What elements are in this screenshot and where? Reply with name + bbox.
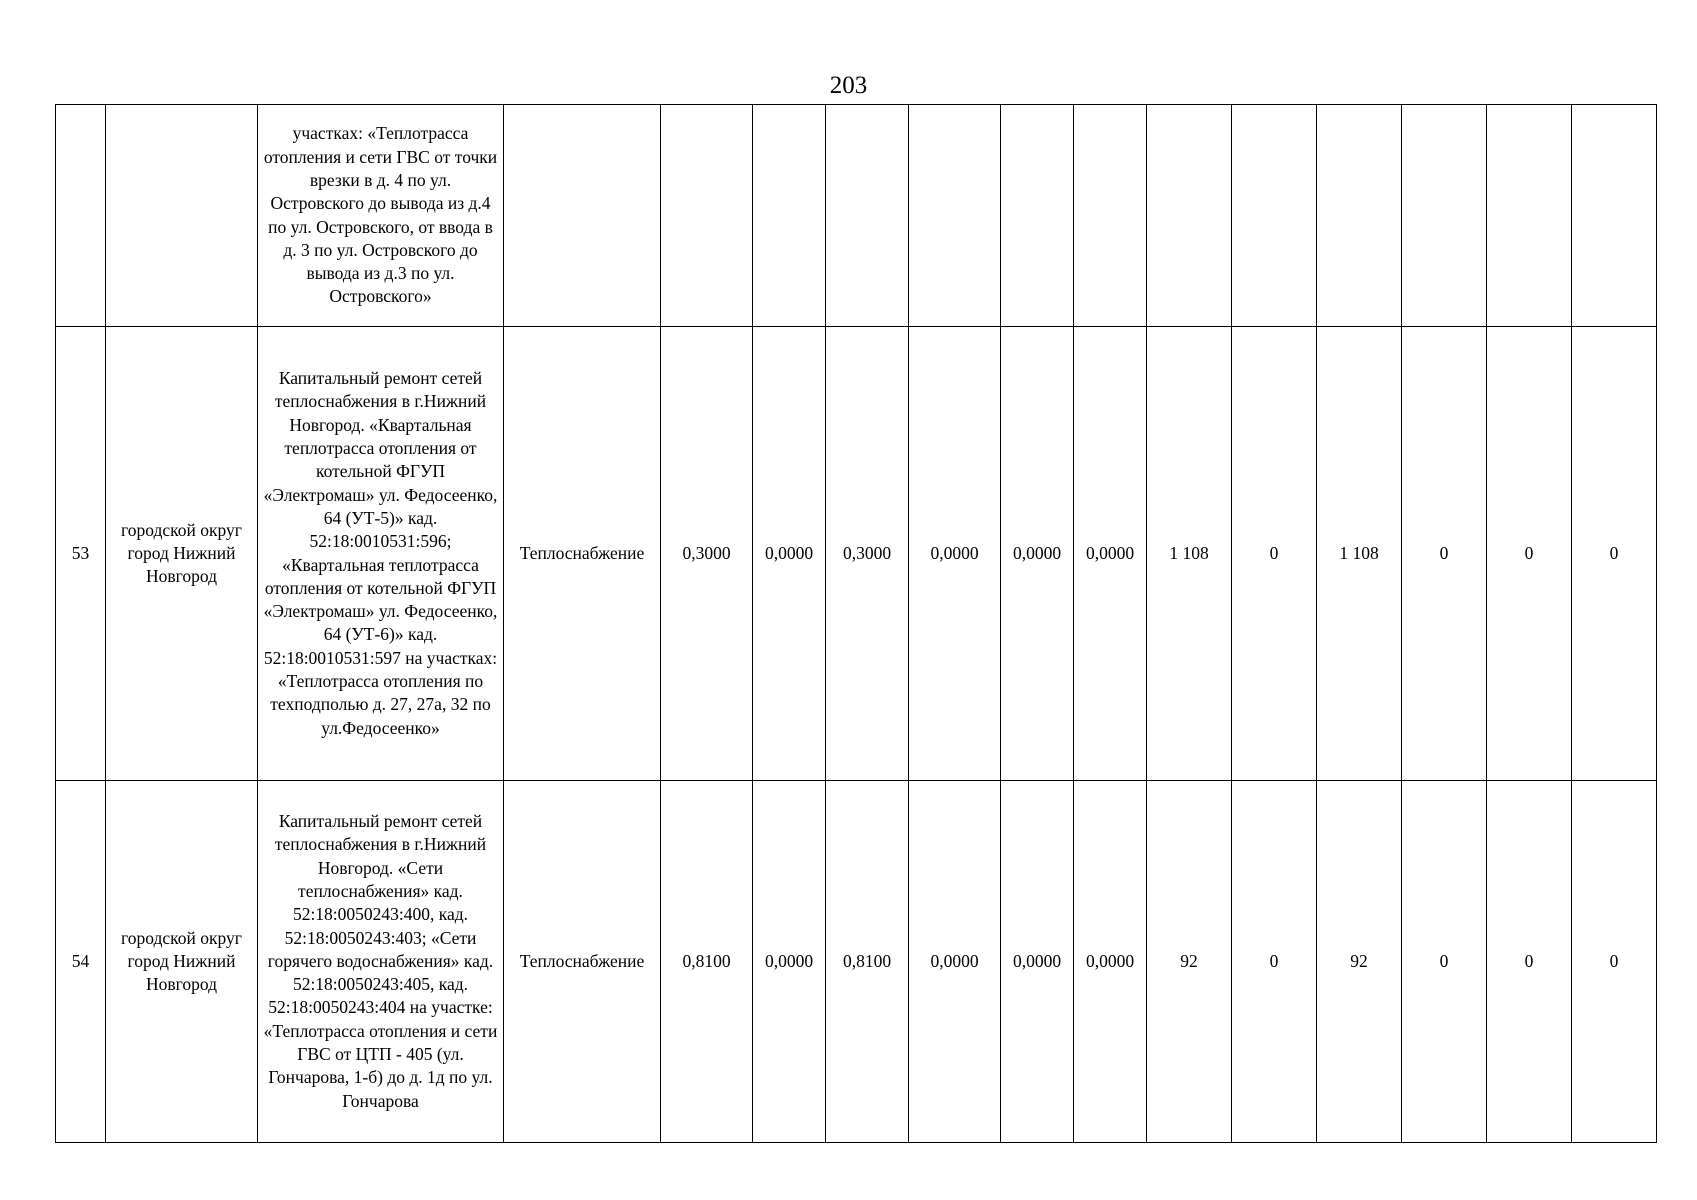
- cell-value: 0,0000: [909, 327, 1001, 781]
- cell-description: Капитальный ремонт сетей теплоснабжения в г.Нижний Новгород. «Квартальная теплотрасса отопления от котельной ФГУП «Электромаш» ул. Федосеенко, 64 (УТ-5)» кад. 52:18:0010531:596; «Квартальная теплотрасса отопления от котельной ФГУП «Электромаш» ул. Федосеенко, 64 (УТ-6)» кад. 52:18:0010531:597 на участках: «Теплотрасса отопления по техподполью д. 27, 27а, 32 по ул.Федосеенко»: [258, 327, 504, 781]
- cell-number: 53: [56, 327, 106, 781]
- cell-value: 0,0000: [1074, 781, 1147, 1143]
- cell-value: [1317, 105, 1402, 327]
- cell-value: 1 108: [1147, 327, 1232, 781]
- cell-value: [1001, 105, 1074, 327]
- cell-value: 0,0000: [909, 781, 1001, 1143]
- cell-value: 0,3000: [826, 327, 909, 781]
- cell-value: 0,0000: [1074, 327, 1147, 781]
- cell-value: 0: [1402, 327, 1487, 781]
- cell-value: 0,0000: [1001, 781, 1074, 1143]
- cell-number: [56, 105, 106, 327]
- cell-value: 0: [1487, 781, 1572, 1143]
- cell-value: 0,3000: [661, 327, 753, 781]
- cell-region: городской округ город Нижний Новгород: [106, 781, 258, 1143]
- cell-value: [1147, 105, 1232, 327]
- cell-value: [661, 105, 753, 327]
- cell-value: [1074, 105, 1147, 327]
- cell-value: 0: [1572, 327, 1657, 781]
- cell-value: [1572, 105, 1657, 327]
- cell-value: 0: [1487, 327, 1572, 781]
- cell-value: 0,8100: [826, 781, 909, 1143]
- cell-type: Теплоснабжение: [504, 781, 661, 1143]
- data-table: [55, 104, 1657, 1143]
- cell-description: Капитальный ремонт сетей теплоснабжения в г.Нижний Новгород. «Сети теплоснабжения» кад. 52:18:0050243:400, кад. 52:18:0050243:403; «Сети горячего водоснабжения» кад. 52:18:0050243:405, кад. 52:18:0050243:404 на участке: «Теплотрасса отопления и сети ГВС от ЦТП - 405 (ул. Гончарова, 1-б) до д. 1д по ул. Гончарова: [258, 781, 504, 1143]
- cell-value: 0,8100: [661, 781, 753, 1143]
- cell-value: 0,0000: [1001, 327, 1074, 781]
- cell-number: 54: [56, 781, 106, 1143]
- cell-value: 1 108: [1317, 327, 1402, 781]
- table-row: [56, 781, 1657, 1143]
- table-row: [56, 327, 1657, 781]
- cell-value: [1232, 105, 1317, 327]
- cell-value: 0: [1232, 327, 1317, 781]
- cell-type: Теплоснабжение: [504, 327, 661, 781]
- cell-value: [1402, 105, 1487, 327]
- cell-value: 0,0000: [753, 781, 826, 1143]
- cell-value: 92: [1317, 781, 1402, 1143]
- cell-value: [909, 105, 1001, 327]
- cell-value: 0,0000: [753, 327, 826, 781]
- cell-region: городской округ город Нижний Новгород: [106, 327, 258, 781]
- cell-value: 0: [1402, 781, 1487, 1143]
- cell-value: 92: [1147, 781, 1232, 1143]
- table-row: [56, 105, 1657, 327]
- cell-description: участках: «Теплотрасса отопления и сети ГВС от точки врезки в д. 4 по ул. Островского до вывода из д.4 по ул. Островского, от ввода в д. 3 по ул. Островского до вывода из д.3 по ул. Островского»: [258, 105, 504, 327]
- cell-value: [1487, 105, 1572, 327]
- cell-region: [106, 105, 258, 327]
- cell-value: 0: [1232, 781, 1317, 1143]
- cell-type: [504, 105, 661, 327]
- cell-value: [753, 105, 826, 327]
- page-number: 203: [829, 72, 868, 99]
- cell-value: 0: [1572, 781, 1657, 1143]
- cell-value: [826, 105, 909, 327]
